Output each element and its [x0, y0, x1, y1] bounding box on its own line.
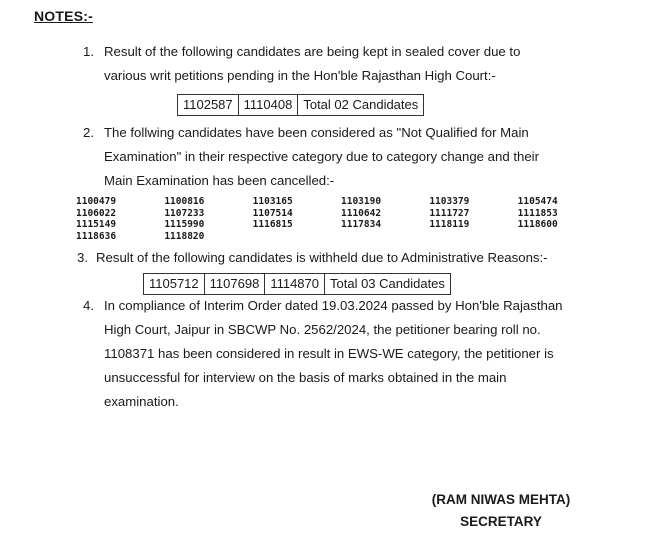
roll-number-cell: 1102587 [178, 95, 239, 115]
roll-number-cell: 1110408 [239, 95, 299, 115]
note-1-number: 1. [83, 44, 94, 59]
signatory-name: (RAM NIWAS MEHTA) [431, 492, 571, 507]
roll-number: 1111727 [429, 207, 470, 219]
roll-number: 1115149 [76, 219, 117, 230]
note-1-line-1: Result of the following candidates are being kept in sealed cover due to [104, 44, 521, 59]
roll-number: 1107514 [252, 207, 293, 219]
note-4-line-1: In compliance of Interim Order dated 19.03.2024 passed by Hon'ble Rajasthan [104, 298, 563, 313]
roll-number: 1106022 [76, 207, 117, 219]
roll-number: 1103379 [429, 196, 470, 207]
roll-number: 1118600 [517, 219, 558, 230]
note-2-text [104, 121, 596, 193]
note-4-text [104, 294, 596, 414]
roll-number [518, 231, 606, 243]
note-2-line-1: The follwing candidates have been considered as "Not Qualified for Main [104, 125, 529, 140]
note-3-roll-box [143, 273, 451, 295]
note-4-line-4: unsuccessful for interview on the basis of marks obtained in the main [104, 370, 507, 385]
roll-number: 1111853 [517, 207, 558, 219]
signature-block [416, 489, 586, 533]
roll-number-cell: 1107698 [205, 274, 266, 294]
note-4-number: 4. [83, 298, 94, 313]
roll-number: 1107233 [164, 207, 205, 219]
note-3-line-1: Result of the following candidates is withheld due to Administrative Reasons:- [96, 250, 548, 265]
note-4-line-3: 1108371 has been considered in result in EWS-WE category, the petitioner is [104, 346, 554, 361]
note-1-text [104, 40, 604, 88]
total-candidates-cell: Total 03 Candidates [330, 276, 445, 291]
roll-number: 1100816 [164, 196, 205, 207]
roll-number: 1100479 [76, 196, 117, 207]
roll-number: 1118820 [164, 230, 205, 242]
note-1-line-2: various writ petitions pending in the Hon'ble Rajasthan High Court:- [104, 68, 496, 83]
roll-number: 1103190 [341, 196, 382, 207]
note-3-text [96, 246, 616, 270]
note-4-line-5: examination. [104, 394, 179, 409]
roll-number-cell: 1105712 [144, 274, 205, 294]
note-2-number: 2. [83, 125, 94, 140]
note-1-roll-box [177, 94, 424, 116]
total-candidates-cell: Total 02 Candidates [303, 97, 419, 112]
roll-number: 1110642 [341, 207, 382, 219]
roll-number: 1118636 [76, 230, 117, 242]
note-2-line-2: Examination" in their respective category due to category change and their [104, 149, 539, 164]
roll-number: 1116815 [252, 219, 293, 230]
not-qualified-roll-grid [76, 196, 606, 242]
roll-number [341, 231, 429, 243]
roll-number: 1115990 [164, 219, 205, 230]
roll-number: 1118119 [429, 219, 470, 230]
roll-number: 1103165 [252, 196, 293, 207]
roll-number: 1117834 [341, 219, 382, 230]
roll-number-cell: 1114870 [265, 274, 325, 294]
roll-number: 1105474 [517, 196, 558, 207]
signatory-designation: SECRETARY [460, 514, 542, 529]
note-3-number: 3. [77, 250, 88, 265]
roll-number [253, 231, 341, 243]
roll-number [429, 231, 517, 243]
note-2-line-3: Main Examination has been cancelled:- [104, 173, 335, 188]
note-4-line-2: High Court, Jaipur in SBCWP No. 2562/2024, the petitioner bearing roll no. [104, 322, 541, 337]
notes-heading: NOTES:- [34, 8, 93, 24]
